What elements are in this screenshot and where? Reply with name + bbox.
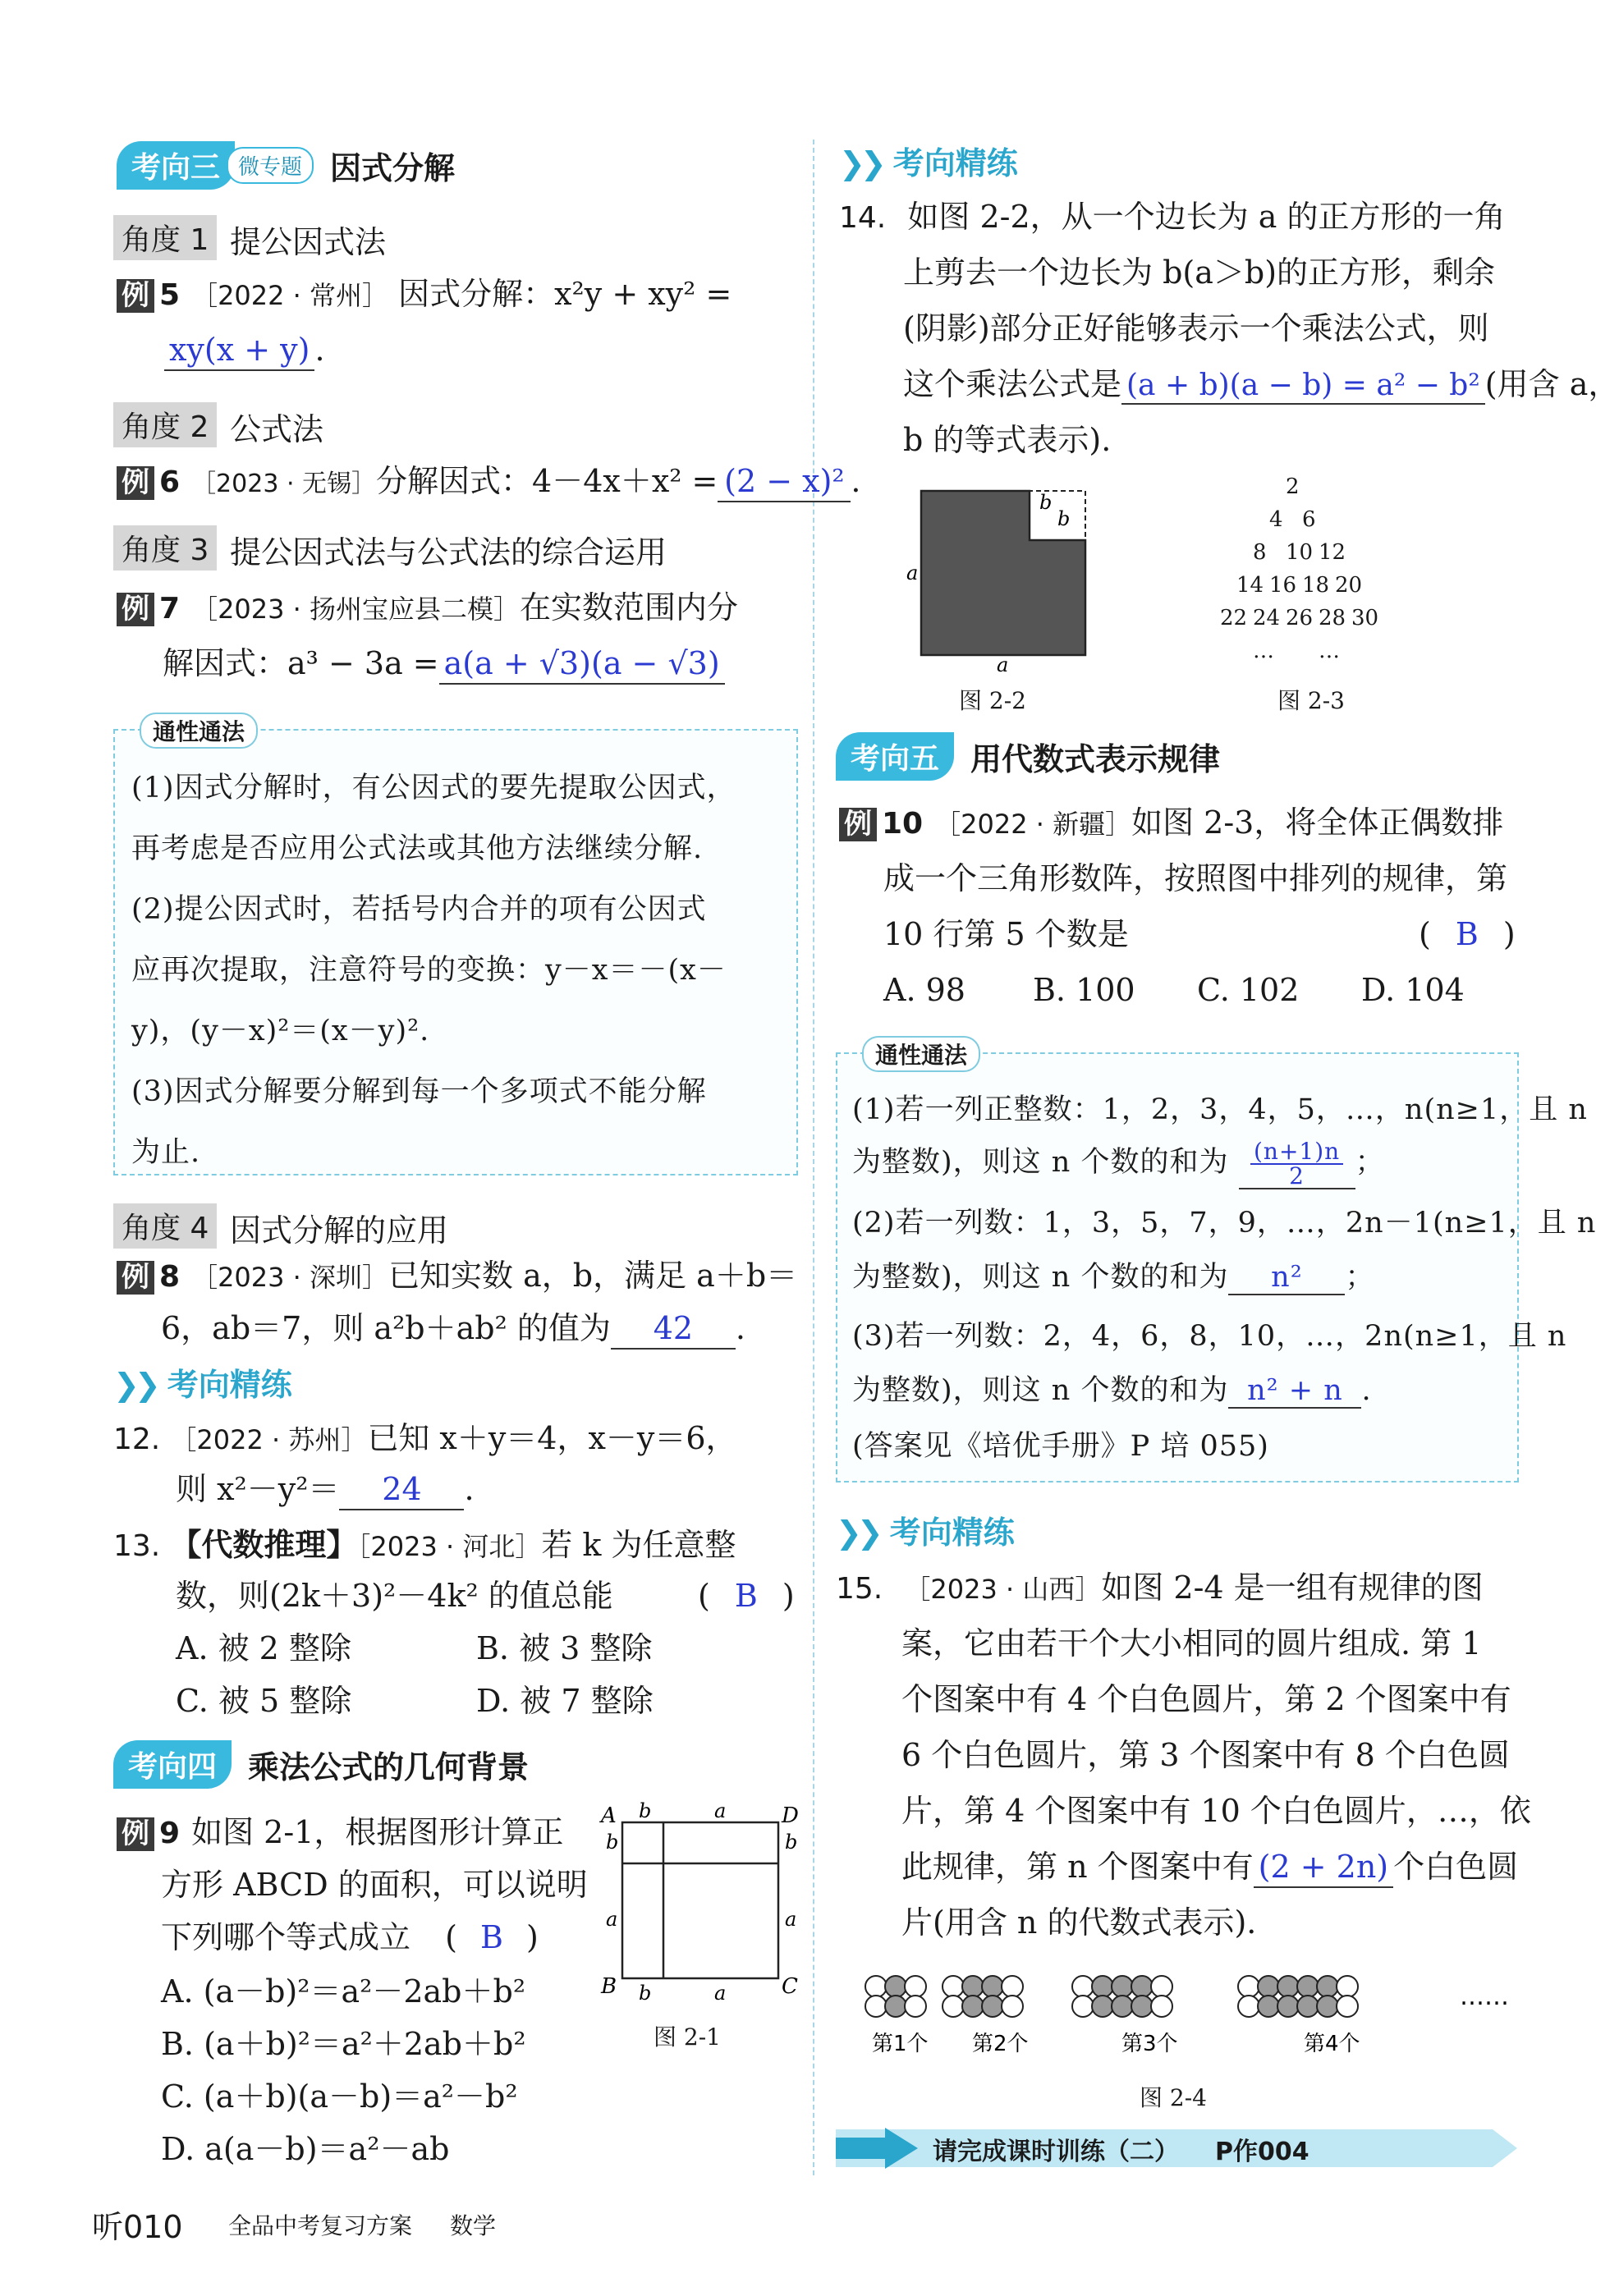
gray-disc [1131,1996,1153,2017]
question-12 [113,1420,737,1458]
question-line-2: 方形 ABCD 的面积，可以说明 [161,1867,588,1903]
example-tag: 例 [839,808,877,841]
triangle-number: 24 [1253,606,1281,630]
box-line: 为止. [131,1136,201,1169]
gray-disc [885,1996,906,2017]
box-line: 应再次提取，注意符号的变换：y－x＝－(x－ [131,954,727,987]
option-c: C. 102 [1197,972,1300,1008]
angle-title-2: 公式法 [230,411,324,447]
gray-disc [1131,1976,1153,1997]
tag: 【代数推理】 [170,1527,358,1563]
circle-patterns [865,1976,1358,2017]
practice-header-1 [113,1359,292,1405]
question-line-6: 此规律，第 n 个图案中有 [901,1849,1254,1885]
fraction-numerator: (n+1)n [1250,1140,1343,1165]
section-header-5 [836,732,1220,780]
option-d: D. 被 7 整除 [476,1683,654,1719]
chevron-right-icon: ❯❯ [113,1367,156,1403]
page-number: 听010 [92,2209,183,2245]
question-15 [836,1570,1484,1607]
triangle-number: 28 [1319,606,1346,630]
example-8-line-2: 6，ab＝7，则 a²b＋ab² 的值为 42 . [161,1310,745,1350]
box-line-text: 为整数)，则这 n 个数的和为 [852,1261,1229,1294]
column-divider [813,140,814,2175]
question-line-3: (阴影)部分正好能够表示一个乘法公式，则 [903,310,1489,346]
white-disc [1002,1996,1023,2017]
option-a: A. 被 2 整除 [176,1630,351,1666]
gray-disc [1277,1976,1299,1997]
triangle-number: 10 [1286,540,1314,565]
side-label: a [714,1982,727,2005]
option-b: B. (a＋b)²＝a²＋2ab＋b² [161,2026,526,2062]
option-a: A. 98 [883,972,965,1008]
example-number: 9 [159,1817,181,1850]
triangle-number: 14 [1236,573,1264,598]
source: ［2023 · 山西］ [904,1574,1102,1605]
practice-title: 考向精练 [889,1515,1015,1551]
question-line-1: 如图 2-3，将全体正偶数排 [1131,804,1504,841]
practice-header-3 [836,1507,1015,1552]
question-number: 12. [113,1423,161,1456]
section-title: 用代数式表示规律 [970,740,1221,777]
section-header-4 [113,1740,529,1788]
question-line-2: 上剪去一个边长为 b(a＞b)的正方形，剩余 [903,254,1496,291]
question-line-1: 在实数范围内分 [520,589,739,626]
example-number: 10 [882,807,924,841]
question-line-5: b 的等式表示). [903,422,1112,458]
box-label: 通性通法 [862,1036,980,1072]
example-7 [117,589,738,627]
angle-label-4: 角度 4 [113,1203,217,1249]
white-disc [905,1996,926,2017]
white-disc [1337,1996,1358,2017]
triangle-number: 8 [1253,540,1267,565]
source: ［2023 · 无锡］ [191,470,377,498]
book-title: 全品中考复习方案 [228,2212,413,2239]
answer: xy(x + y) [164,332,314,371]
box-line: (2)提公因式时，若括号内合并的项有公因式 [131,893,707,926]
side-label: a [997,653,1009,676]
source: ［2022 · 常州］ [191,280,389,311]
question-line-2: 成一个三角形数阵，按照图中排列的规律，第 [883,860,1508,896]
gray-disc [1277,1996,1299,2017]
pattern-label-3: 第3个 [1121,2032,1178,2056]
question-line-2: 案，它由若干个大小相同的圆片组成. 第 1 [901,1625,1482,1661]
section-pill: 考向三 [117,141,235,190]
source: ［2023 · 扬州宝应县二模］ [191,593,521,625]
homework-banner[interactable] [836,2123,1517,2174]
example-tag: 例 [117,1817,154,1851]
question-number: 14. [839,201,887,235]
answer: 24 [339,1471,464,1510]
answer-1 [1239,1137,1355,1189]
question-line-3: 下列哪个等式成立 [161,1919,411,1955]
white-disc [905,1976,926,1997]
question-line-1: 如图 2-1，根据图形计算正 [191,1814,564,1850]
triangle-number: … [1319,639,1340,663]
question-line-1: 若 k 为任意整 [541,1527,736,1563]
white-disc [1337,1976,1358,1997]
white-disc [1151,1996,1172,2017]
figure-caption: 图 2-2 [959,687,1026,714]
section-title: 乘法公式的几何背景 [248,1748,530,1785]
figure-2-2 [895,484,1100,676]
question-line-1: 已知实数 a，b，满足 a＋b＝ [388,1258,798,1294]
vertex-c-label: C [782,1974,798,1999]
figure-caption: 图 2-4 [1140,2084,1207,2111]
option-b: B. 100 [1033,972,1135,1008]
gray-disc [982,1976,1003,1997]
option-c: C. (a＋b)(a－b)＝a²－b² [161,2078,518,2115]
side-label: b [785,1831,798,1854]
gray-disc [962,1976,984,1997]
example-7-line-2 [163,645,725,685]
vertex-a-label: A [601,1803,617,1828]
side-label: b [1057,507,1071,530]
option-a: A. (a－b)²＝a²－2ab＋b² [161,1973,526,2010]
box-line-4: 为整数)，则这 n 个数的和为 n² ； [852,1261,1375,1294]
angle-label-1: 角度 1 [113,215,217,260]
section-sub-badge: 微专题 [227,147,314,184]
question-line-1: 如图 2-2，从一个边长为 a 的正方形的一角 [907,199,1506,235]
white-disc [865,1976,887,1997]
practice-title: 考向精练 [167,1367,292,1403]
gray-disc [1112,1996,1133,2017]
side-label: b [606,1831,619,1854]
question-line-5: 片，第 4 个图案中有 10 个白色圆片，…，依 [901,1793,1531,1829]
side-label: a [714,1799,727,1822]
box-line: (1)若一列正整数：1，2，3，4，5，…，n(n≥1，且 n [852,1093,1588,1126]
question-14-line-4 [903,366,1619,405]
side-label: b [639,1799,652,1822]
question: 分解因式：4－4x＋x² = [376,463,718,499]
gray-disc [885,1976,906,1997]
box-line: (1)因式分解时，有公因式的要先提取公因式， [131,772,736,804]
option-d: D. 104 [1361,972,1465,1008]
question-line-4: 这个乘法公式是 [903,366,1122,402]
method-box-1 [113,718,798,1175]
answer: B [1455,916,1479,952]
gray-disc [982,1996,1003,2017]
example-6: 例 6 ［2023 · 无锡］分解因式：4－4x＋x² = (2 − x)² . [117,463,861,502]
figure-caption: 图 2-3 [1277,687,1345,714]
triangle-number: 22 [1220,606,1248,630]
answer: B [734,1578,758,1614]
section-pill: 考向四 [113,1740,232,1789]
pattern-label-1: 第1个 [872,2032,929,2056]
box-line: (2)若一列数：1，3，5，7，9，…，2n－1(n≥1，且 n [852,1207,1597,1240]
example-5-answer-line: xy(x + y) . [164,332,325,371]
box-line: 再考虑是否应用公式法或其他方法继续分解. [131,832,704,865]
white-disc [943,1976,964,1997]
gray-disc [962,1996,984,2017]
example-9-line-3: 下列哪个等式成立 ( B ) [161,1919,539,1955]
answer: (2 − x)² [718,463,851,502]
section-header-3 [117,141,455,189]
gray-disc [1258,1996,1279,2017]
answer-2: n² [1228,1261,1345,1295]
white-disc [1072,1996,1094,2017]
gray-disc [1297,1996,1319,2017]
question-line-2: 6，ab＝7，则 a²b＋ab² 的值为 [161,1310,611,1346]
source: ［2023 · 河北］ [357,1531,542,1562]
angle-label-2: 角度 2 [113,402,217,447]
pattern-label-2: 第2个 [972,2032,1029,2056]
example-tag: 例 [117,279,154,313]
answer: a(a + √3)(a − √3) [439,645,725,685]
ellipsis: …… [1460,1982,1509,2011]
triangle-number: 6 [1302,507,1316,532]
answer: (2 + 2n) [1254,1849,1393,1888]
answer: (a + b)(a − b) = a² − b² [1121,368,1485,405]
example-number: 8 [159,1260,181,1294]
vertex-b-label: B [601,1974,617,1999]
triangle-number: 18 [1302,573,1330,598]
question-line-4b: (用含 a， [1484,366,1619,402]
example-10-choice: ( B ) [1419,916,1516,952]
side-label: b [639,1982,652,2005]
pattern-label-4: 第4个 [1304,2032,1360,2056]
chevron-right-icon: ❯❯ [839,145,882,181]
side-label: a [606,1908,618,1931]
question-line-3: 10 行第 5 个数是 [883,916,1129,952]
banner-text: 请完成课时训练（二） [933,2138,1179,2166]
figure-2-4 [860,1965,1517,2064]
question-line-1: 已知 x＋y＝4，x－y＝6， [367,1420,737,1456]
box-line: (3)因式分解要分解到每一个多项式不能分解 [131,1075,707,1108]
example-5 [117,276,732,314]
triangle-number: 30 [1351,606,1379,630]
triangle-number: 2 [1286,474,1300,499]
white-disc [1002,1976,1023,1997]
figure-2-3 [1158,474,1437,671]
angle-title-4: 因式分解的应用 [230,1212,449,1249]
angle-title-3: 提公因式法与公式法的综合运用 [230,534,667,571]
answer: 42 [611,1310,736,1350]
gray-disc [1112,1976,1133,1997]
example-number: 5 [159,278,181,312]
question-line-4: 6 个白色圆片，第 3 个图案中有 8 个白色圆 [901,1737,1510,1773]
question-line-7: 片(用含 n 的代数式表示). [901,1904,1257,1941]
question-line-6b: 个白色圆 [1393,1849,1519,1885]
example-tag: 例 [117,466,154,500]
question-12-line-2: 则 x²－y²＝ 24 . [176,1471,475,1510]
example-tag: 例 [117,593,154,626]
source: ［2022 · 新疆］ [934,809,1132,840]
triangle-number: 16 [1269,573,1297,598]
figure-2-1 [599,1799,805,2032]
side-label: a [785,1908,797,1931]
vertex-d-label: D [782,1803,799,1828]
example-10 [839,804,1503,842]
question-line-1: 如图 2-4 是一组有规律的图 [1101,1570,1484,1606]
option-b: B. 被 3 整除 [476,1630,653,1666]
box-label: 通性通法 [140,713,258,749]
gray-disc [1258,1976,1279,1997]
white-disc [1072,1976,1094,1997]
question-13 [113,1527,736,1565]
angle-label-3: 角度 3 [113,525,217,571]
box-line-2: 为整数)，则这 n 个数的和为 $\frac{(n+1)n}{2}$ ； [852,1137,1385,1189]
figure-caption: 图 2-1 [654,2023,721,2051]
white-disc [1238,1996,1259,2017]
box-line: (3)若一列数：2，4，6，8，10，…，2n(n≥1，且 n [852,1320,1567,1353]
source: ［2023 · 深圳］ [191,1262,389,1293]
question-line-2: 数，则(2k＋3)²－4k² 的值总能 [176,1578,613,1614]
chevron-right-icon: ❯❯ [836,1515,878,1551]
method-box-2 [836,1042,1597,1483]
white-disc [1151,1976,1172,1997]
box-line-text: 为整数)，则这 n 个数的和为 [852,1374,1229,1407]
answer: B [480,1919,503,1955]
question-line-3: 个图案中有 4 个白色圆片，第 2 个图案中有 [901,1681,1511,1717]
angle-title-1: 提公因式法 [230,224,387,260]
question-15-line-6 [901,1849,1518,1888]
section-pill: 考向五 [836,732,954,781]
option-c: C. 被 5 整除 [176,1683,352,1719]
white-disc [865,1996,887,2017]
fraction-denominator: 2 [1289,1162,1305,1189]
example-8 [117,1258,797,1295]
side-label: b [1039,491,1053,514]
practice-title: 考向精练 [892,145,1018,181]
box-line: y)，(y－x)²＝(x－y)². [131,1015,430,1047]
example-9 [117,1814,563,1852]
question-number: 13. [113,1529,161,1563]
question-line-2: 则 x²－y²＝ [176,1471,340,1507]
gray-disc [1317,1976,1338,1997]
example-number: 6 [159,465,181,499]
banner-ref: P作004 [1215,2138,1309,2166]
section-title: 因式分解 [330,149,456,186]
question: 因式分解：x²y + xy² = [398,276,732,312]
gray-disc [1297,1976,1319,1997]
triangle-number: … [1253,639,1274,663]
side-label: a [906,561,919,584]
triangle-number: 20 [1335,573,1363,598]
example-number: 7 [159,592,181,626]
question-13-choice: ( B ) [698,1578,795,1614]
gray-disc [1092,1996,1113,2017]
subject: 数学 [450,2212,497,2239]
triangle-number: 12 [1319,540,1346,565]
box-line-text: 为整数)，则这 n 个数的和为 [852,1146,1229,1179]
white-disc [943,1996,964,2017]
white-disc [1238,1976,1259,1997]
practice-header-2 [839,138,1018,183]
question-14 [839,199,1505,236]
triangle-number: 26 [1286,606,1314,630]
example-tag: 例 [117,1261,154,1295]
question-line-2: 解因式：a³ − 3a = [163,645,439,681]
gray-disc [1317,1996,1338,2017]
triangle-number: 4 [1269,507,1283,532]
question-number: 15. [836,1572,883,1606]
source: ［2022 · 苏州］ [170,1424,368,1455]
box-line-6: 为整数)，则这 n 个数的和为 n² + n . [852,1374,1372,1407]
answer-3: n² + n [1228,1374,1361,1409]
question-13-line-2 [176,1578,613,1615]
box-line: (答案见《培优手册》P 培 055) [852,1430,1269,1463]
gray-disc [1092,1976,1113,1997]
option-d: D. a(a－b)＝a²－ab [161,2131,450,2167]
